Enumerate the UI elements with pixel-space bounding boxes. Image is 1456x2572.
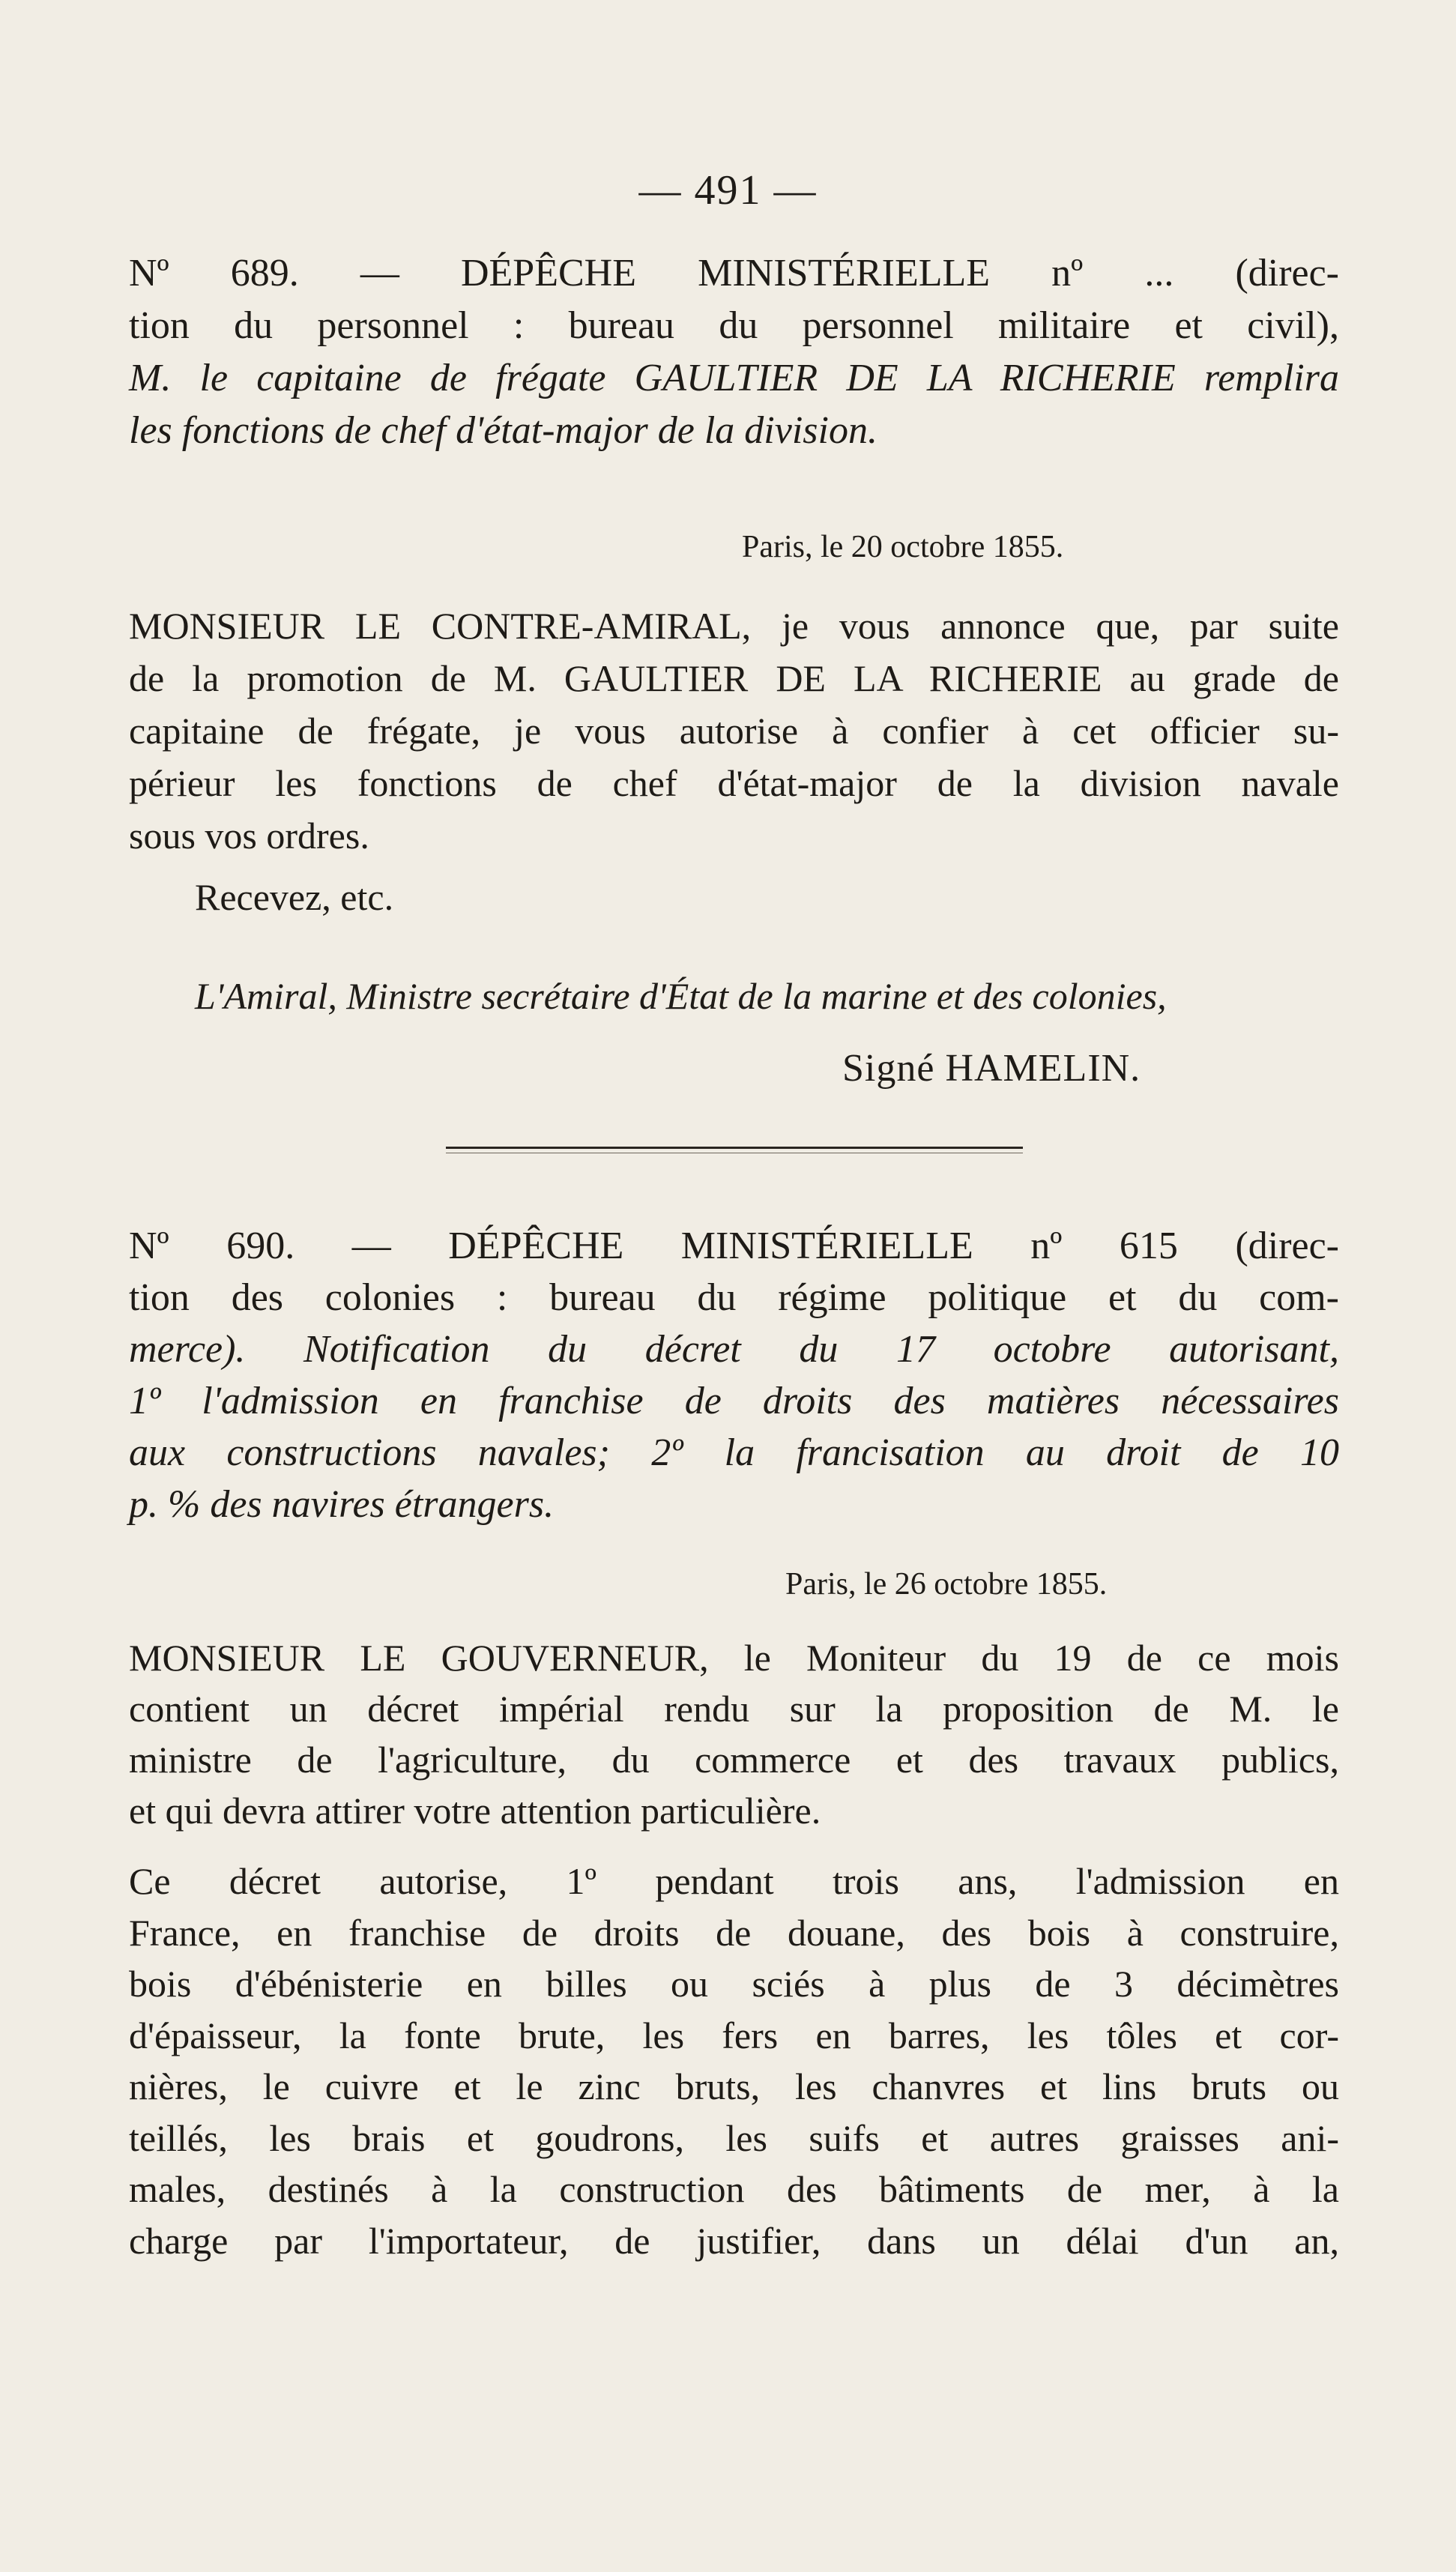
body-line: contient un décret impérial rendu sur la proposition de M. le [129, 1688, 1339, 1730]
body-line: males, destinés à la construction des bâtiments de mer, à la [129, 2168, 1339, 2210]
heading-line: merce). Notification du décret du 17 octobre autorisant, [129, 1328, 1339, 1371]
body-line: et qui devra attirer votre attention particulière. [129, 1790, 821, 1832]
closing-formula: Recevez, etc. [195, 876, 394, 918]
dispatch-690-heading [129, 1220, 1339, 1530]
heading-line: Nº 690. — DÉPÊCHE MINISTÉRIELLE nº 615 (direc- [129, 1225, 1339, 1267]
heading-line: tion des colonies : bureau du régime politique et du com- [129, 1276, 1339, 1319]
heading-line: M. le capitaine de frégate GAULTIER DE LA RICHERIE remplira [129, 357, 1339, 399]
body-line: MONSIEUR LE CONTRE-AMIRAL, je vous annonce que, par suite [129, 605, 1339, 647]
dispatch-689-body [129, 600, 1339, 862]
body-line: France, en franchise de droits de douane, des bois à construire, [129, 1911, 1339, 1954]
heading-line: p. % des navires étrangers. [129, 1483, 555, 1526]
body-line: périeur les fonctions de chef d'état-major de la division navale [129, 762, 1339, 804]
page-number: — 491 — [638, 167, 818, 214]
body-line: sous vos ordres. [129, 815, 369, 857]
body-line: teillés, les brais et goudrons, les suifs et autres graisses ani- [129, 2116, 1339, 2159]
body-line: Ce décret autorise, 1º pendant trois ans, l'admission en [129, 1860, 1339, 1902]
signature-title: L'Amiral, Ministre secrétaire d'État de la marine et des colonies, [195, 975, 1167, 1017]
heading-line: aux constructions navales; 2º la francisation au droit de 10 [129, 1431, 1339, 1474]
signature: Signé HAMELIN. [842, 1047, 1141, 1090]
dispatch-689-date: Paris, le 20 octobre 1855. [742, 530, 1064, 564]
body-line: d'épaisseur, la fonte brute, les fers en barres, les tôles et cor- [129, 2014, 1339, 2056]
heading-line: 1º l'admission en franchise de droits des matières nécessaires [129, 1380, 1339, 1422]
heading-line: tion du personnel : bureau du personnel militaire et civil), [129, 304, 1339, 347]
heading-line: les fonctions de chef d'état-major de la division. [129, 409, 877, 452]
body-line: bois d'ébénisterie en billes ou sciés à plus de 3 décimètres [129, 1963, 1339, 2005]
dispatch-689-heading [129, 247, 1339, 457]
dispatch-690-paragraph-2 [129, 1856, 1339, 2266]
section-divider [446, 1147, 1023, 1149]
dispatch-690-paragraph-1 [129, 1632, 1339, 1836]
body-line: capitaine de frégate, je vous autorise à confier à cet officier su- [129, 710, 1339, 752]
body-line: de la promotion de M. GAULTIER DE LA RICHERIE au grade de [129, 657, 1339, 699]
dispatch-690-date: Paris, le 26 octobre 1855. [785, 1567, 1108, 1602]
body-line: charge par l'importateur, de justifier, dans un délai d'un an, [129, 2219, 1339, 2262]
body-line: MONSIEUR LE GOUVERNEUR, le Moniteur du 19 de ce mois [129, 1637, 1339, 1679]
heading-line: Nº 689. — DÉPÊCHE MINISTÉRIELLE nº ... (direc- [129, 252, 1339, 295]
body-line: ministre de l'agriculture, du commerce et des travaux publics, [129, 1739, 1339, 1781]
body-line: nières, le cuivre et le zinc bruts, les chanvres et lins bruts ou [129, 2065, 1339, 2107]
